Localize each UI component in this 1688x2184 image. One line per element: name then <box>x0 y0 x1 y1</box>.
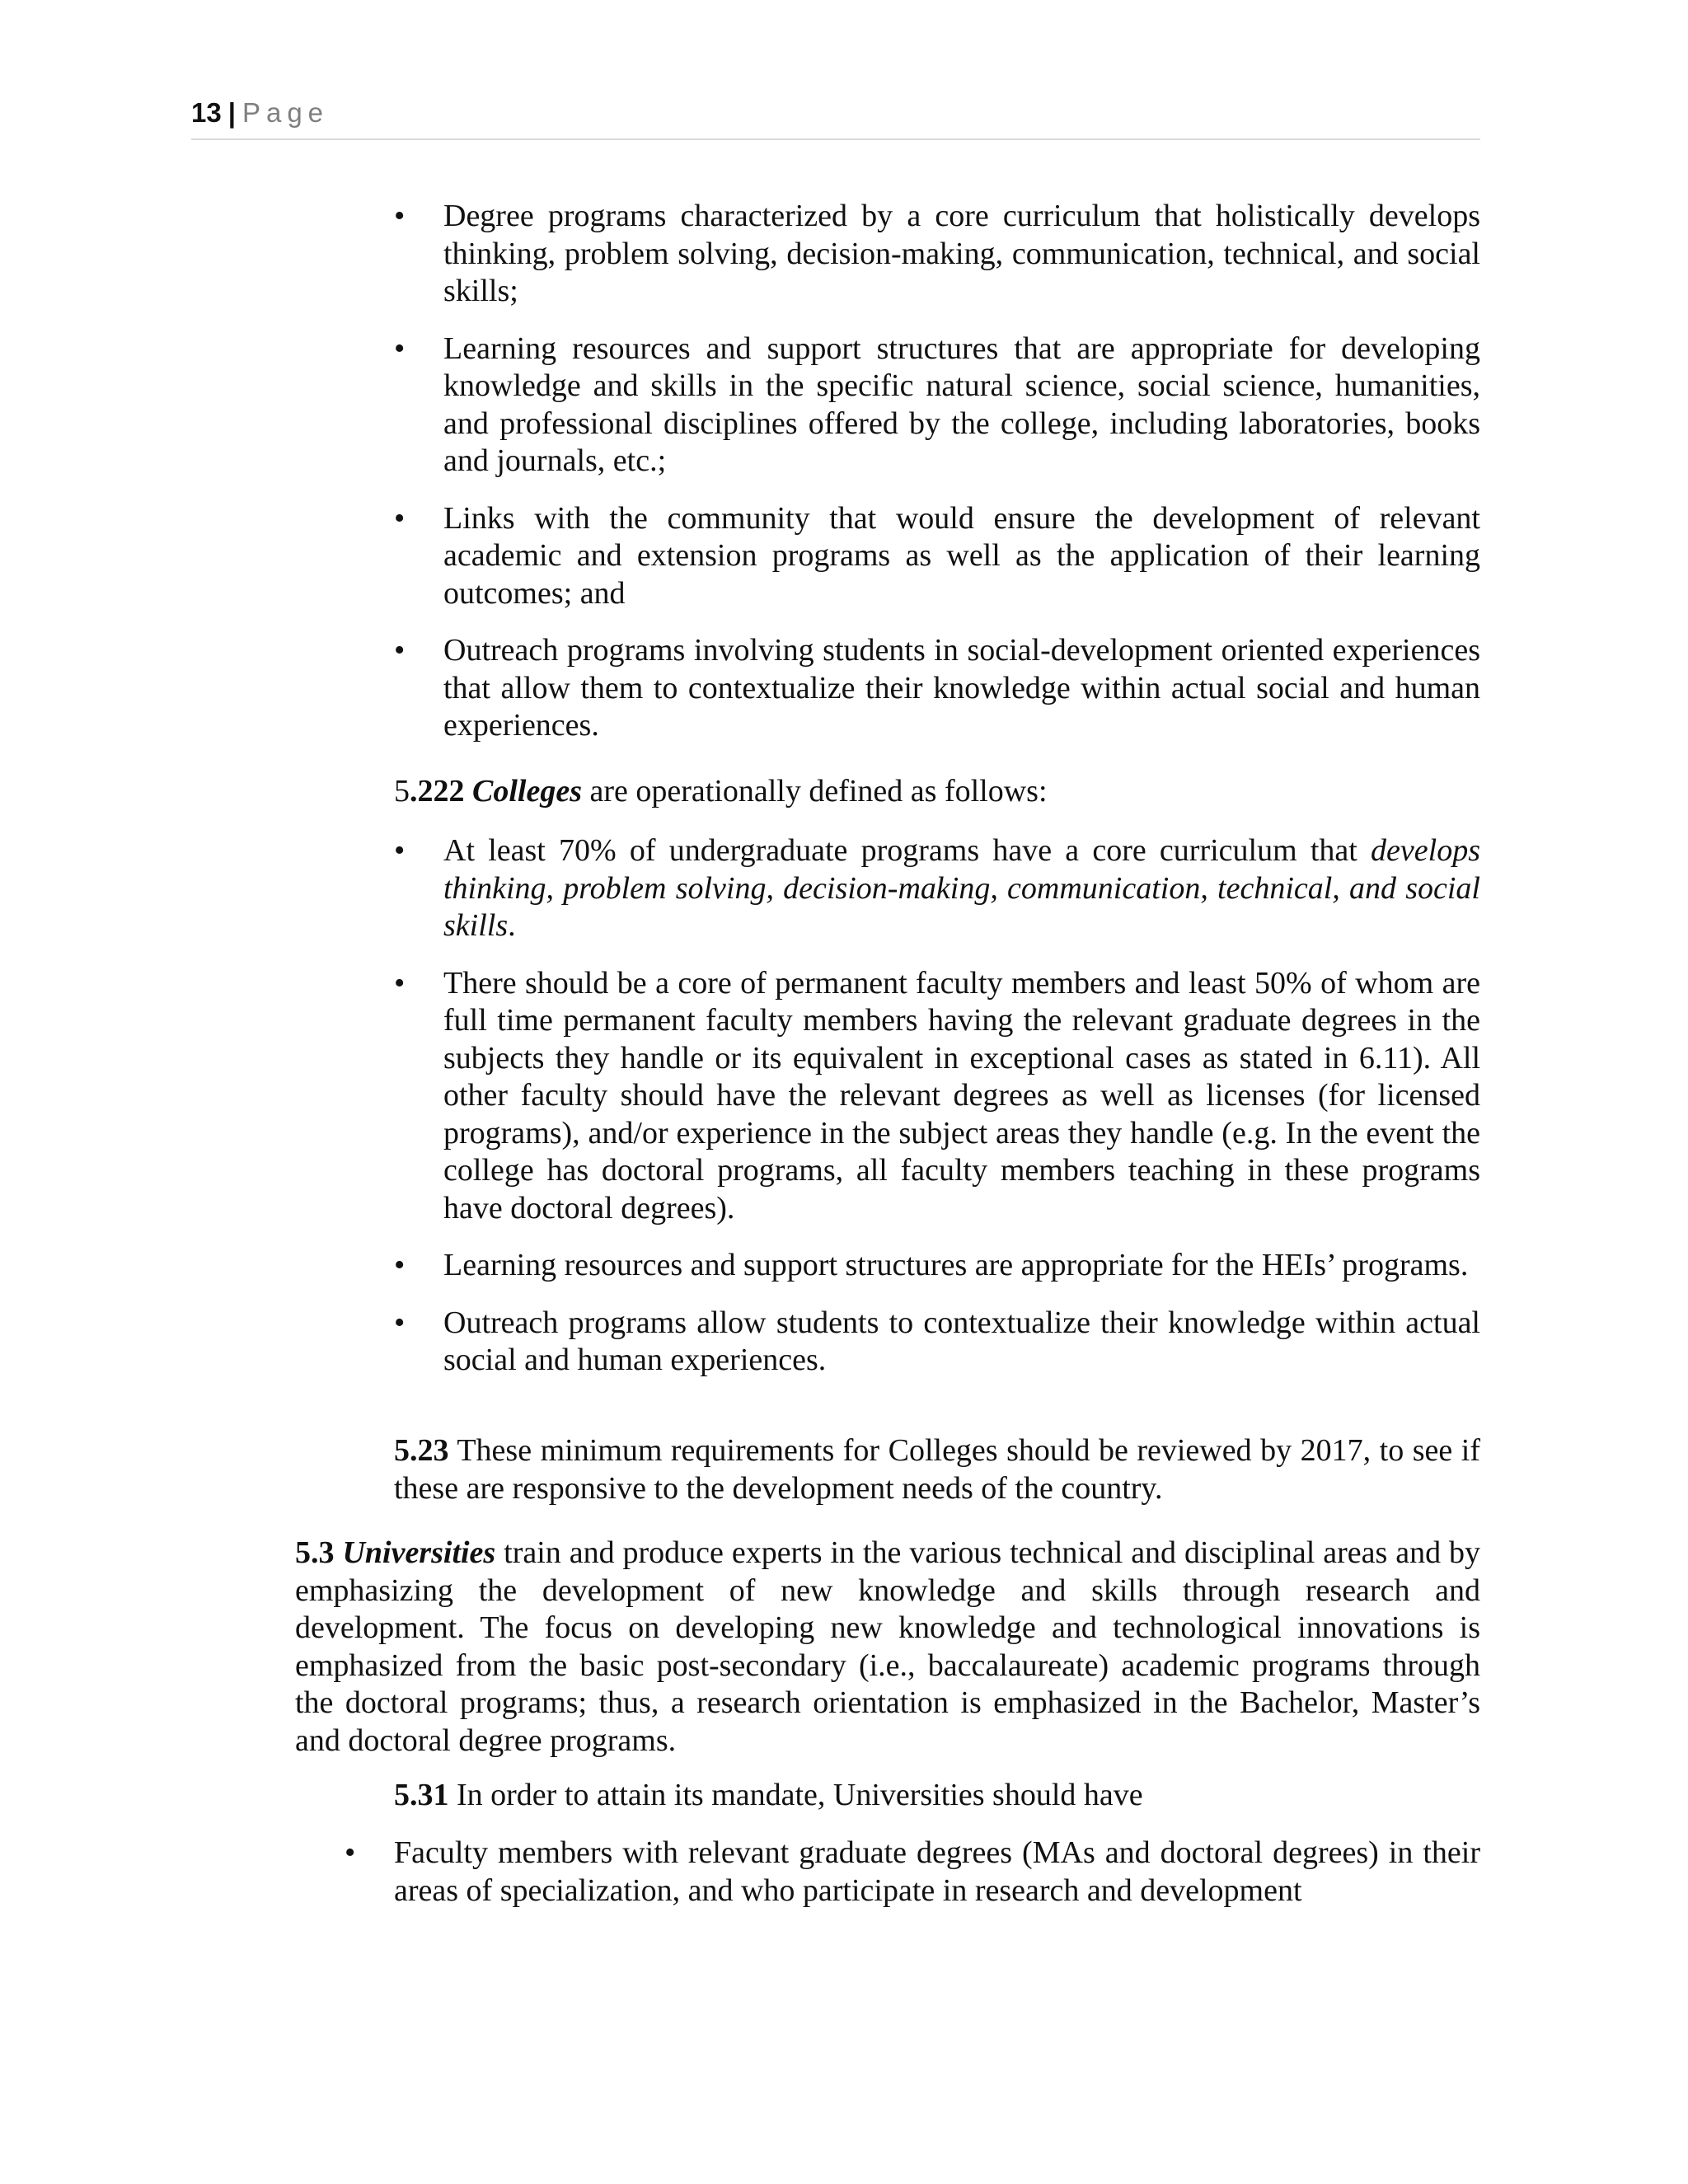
bullet-icon: • <box>394 833 406 868</box>
bullet-icon: • <box>345 1835 356 1870</box>
section-5-31: 5.31 In order to attain its mandate, Universities should have <box>394 1778 1143 1812</box>
university-requirements-list <box>345 1835 1480 1929</box>
list-item: • Learning resources and support structures are appropriate for the HEIs’ programs. <box>394 1247 1480 1285</box>
college-requirements-list <box>394 198 1480 765</box>
college-definition-list <box>394 832 1480 1399</box>
page-label: Page <box>241 97 330 128</box>
list-item: • Faculty members with relevant graduate degrees (MAs and doctoral degrees) in their areas of specialization, and who participate in research and development <box>345 1835 1480 1908</box>
page-number: 13 <box>191 97 222 128</box>
list-item: • Learning resources and support structures that are appropriate for developing knowledge and skills in the specific natural science, social science, humanities, and professional disciplines offered by the college, including laboratories, books and journals, etc.; <box>394 330 1480 478</box>
header-separator: | <box>227 97 236 128</box>
list-item: • Degree programs characterized by a core curriculum that holistically develops thinking, problem solving, decision-making, communication, technical, and social skills; <box>394 199 1480 308</box>
bullet-icon: • <box>394 1248 406 1282</box>
bullet-icon: • <box>394 330 406 366</box>
section-5-222: 5.222 Colleges are operationally defined as follows: <box>394 774 1048 808</box>
bullet-icon: • <box>394 199 406 233</box>
list-item: • At least 70% of undergraduate programs have a core curriculum that develops thinking, problem solving, decision-making, communication, technical, and social skills. <box>394 833 1480 943</box>
page-header <box>191 97 1480 140</box>
section-5-23: 5.23 These minimum requirements for Colleges should be reviewed by 2017, to see if these are responsive to the development needs of the country. <box>394 1433 1480 1506</box>
section-5-3: 5.3 Universities train and produce experts in the various technical and disciplinal areas and by emphasizing the development of new knowledge and skills through research and development. The focus on developing new knowledge and technological innovations is emphasized from the basic post-secondary (i.e., baccalaureate) academic programs through the doctoral programs; thus, a research orientation is emphasized in the Bachelor, Master’s and doctoral degree programs. <box>295 1535 1480 1758</box>
bullet-icon: • <box>394 633 406 668</box>
list-item: • Outreach programs allow students to contextualize their knowledge within actual social and human experiences. <box>394 1305 1480 1377</box>
bullet-icon: • <box>394 500 406 536</box>
list-item: • Links with the community that would ensure the development of relevant academic and extension programs as well as the application of their learning outcomes; and <box>394 500 1480 611</box>
list-item: • Outreach programs involving students in social-development oriented experiences that allow them to contextualize their knowledge within actual social and human experiences. <box>394 633 1480 743</box>
bullet-icon: • <box>394 965 406 1001</box>
bullet-icon: • <box>394 1305 406 1340</box>
list-item: • There should be a core of permanent faculty members and least 50% of whom are full time permanent faculty members having the relevant graduate degrees in the subjects they handle or its equivalent in exceptional cases as stated in 6.11). All other faculty should have the relevant degrees as well as licenses (for licensed programs), and/or experience in the subject areas they handle (e.g. In the event the college has doctoral programs, all faculty members teaching in these programs have doctoral degrees). <box>394 965 1480 1226</box>
